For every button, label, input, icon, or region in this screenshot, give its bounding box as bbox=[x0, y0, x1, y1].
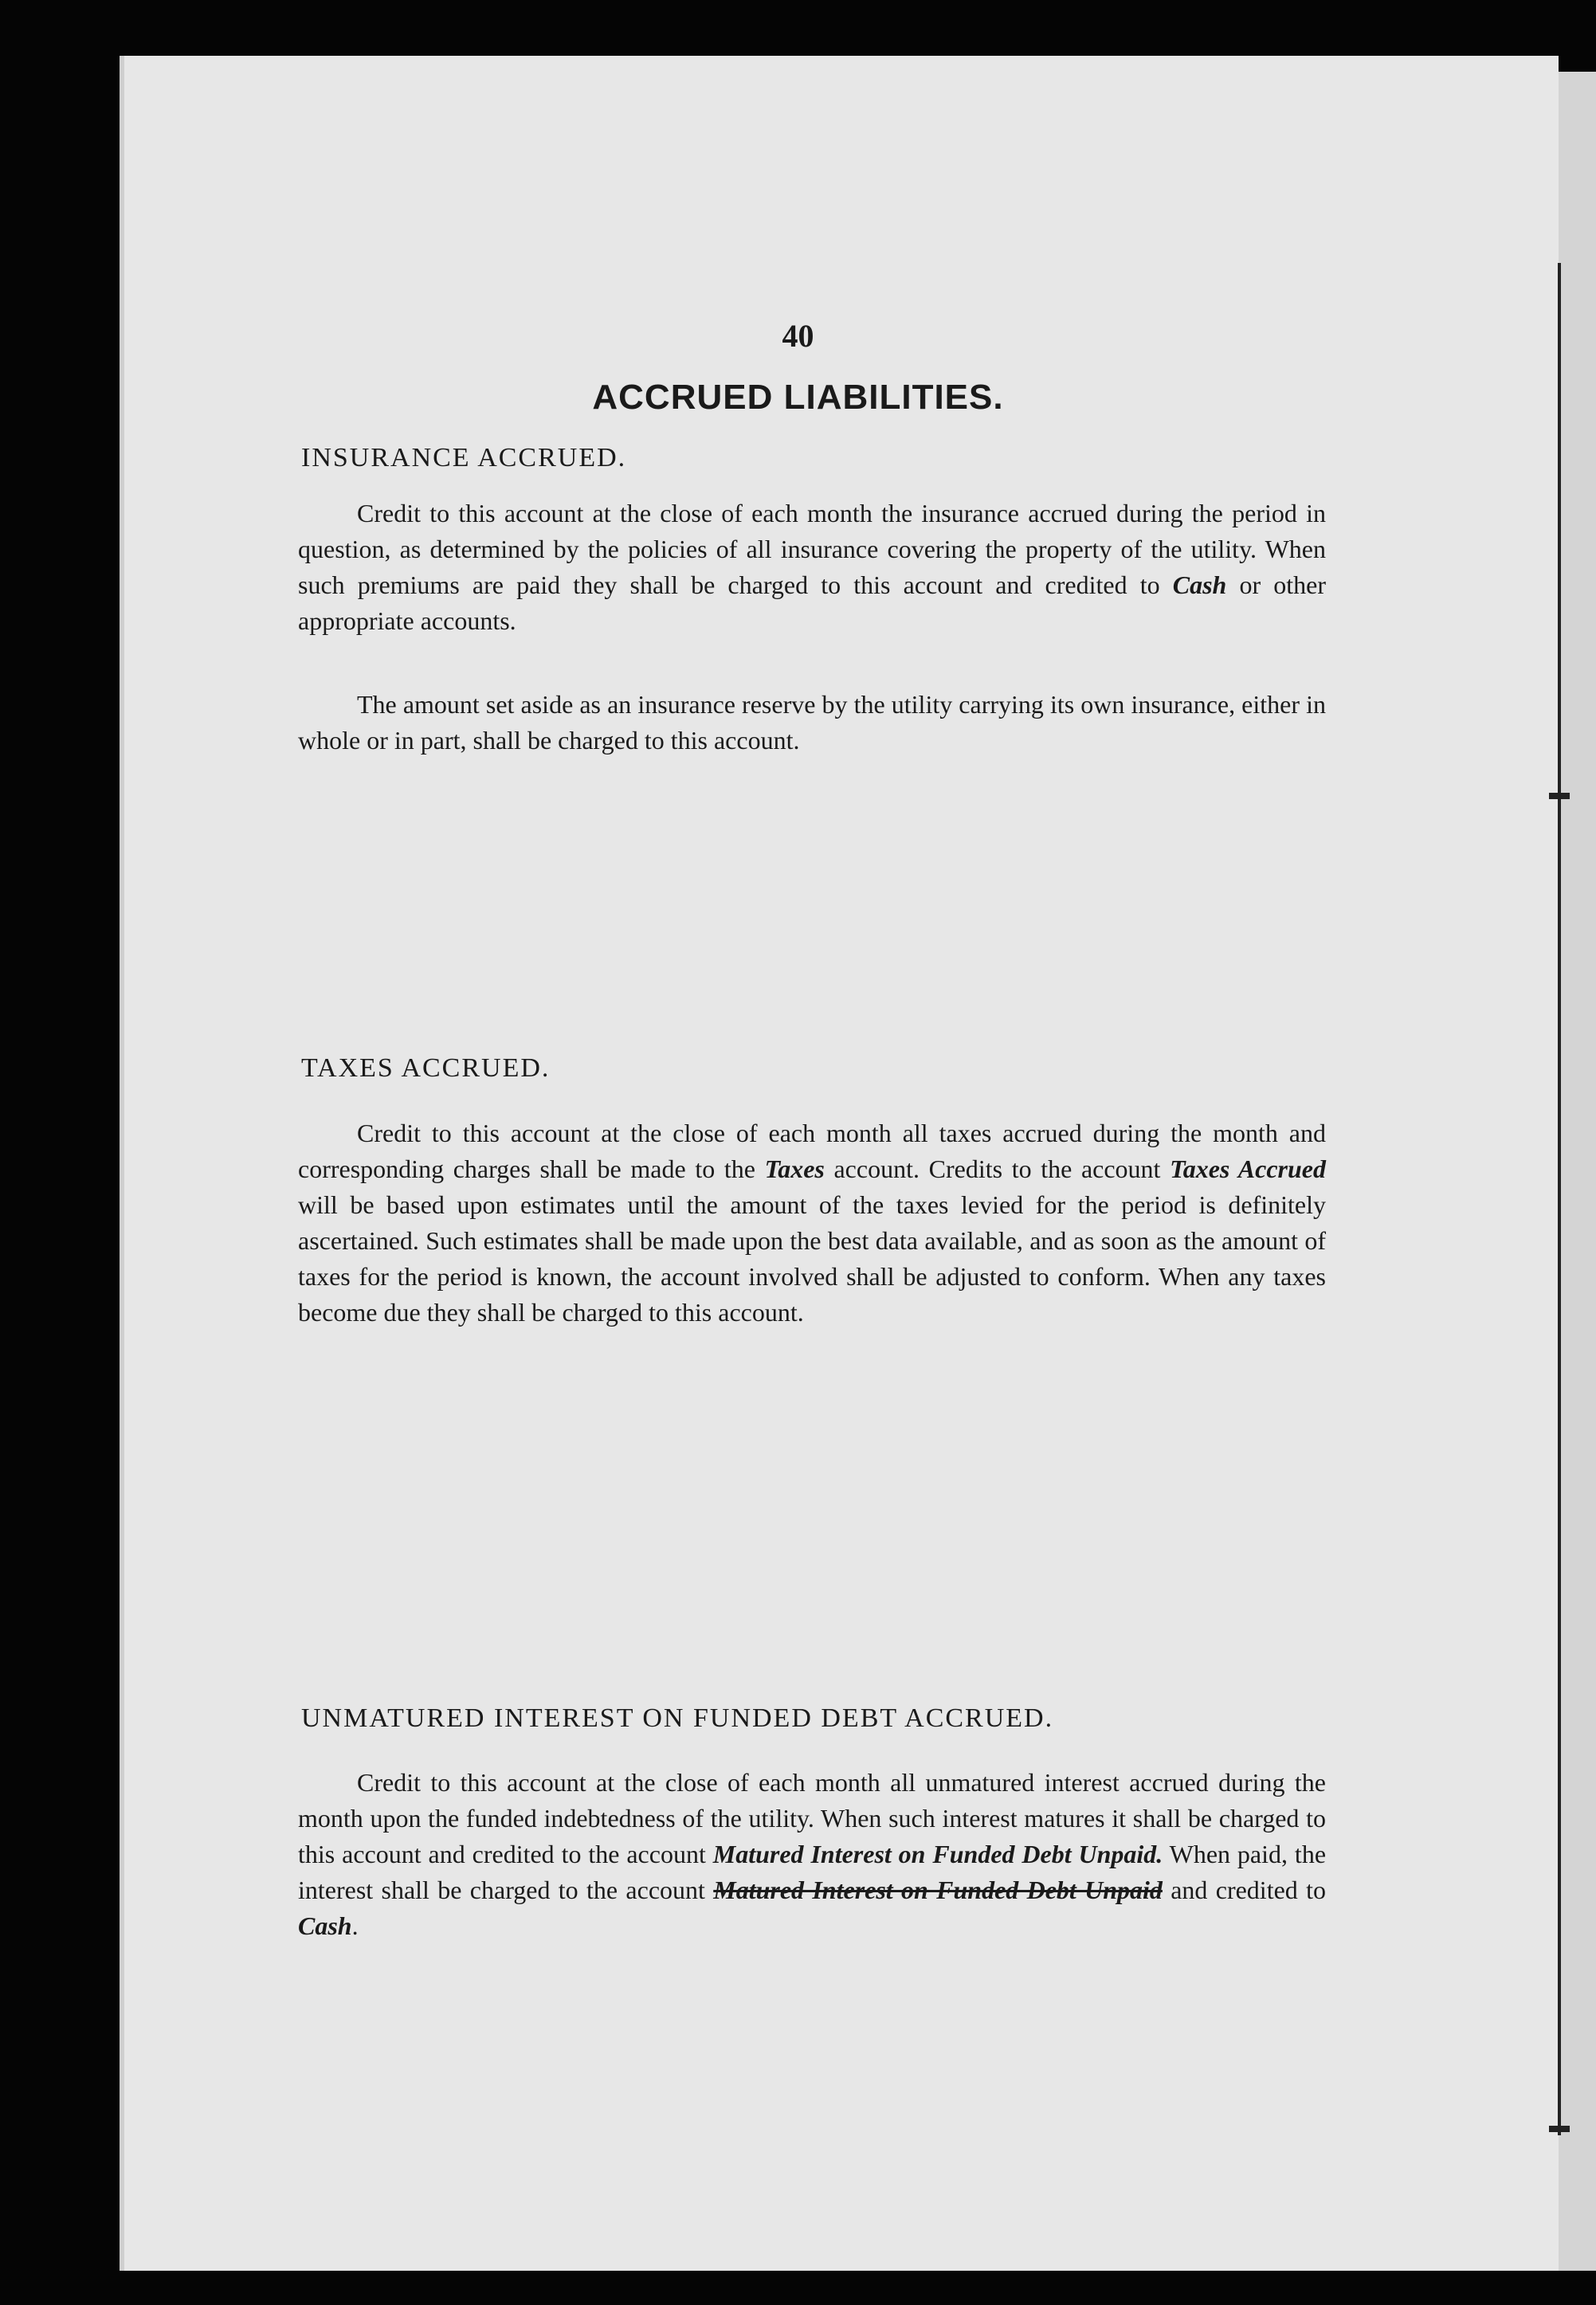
page-title: ACCRUED LIABILITIES. bbox=[592, 378, 1004, 417]
struck-account-reference: Matured Interest on Funded Debt Unpaid bbox=[713, 1876, 1163, 1904]
paragraph-text: will be based upon estimates until the amount of the taxes levied for the period is definitely ascertained. Such estimates shall be made upon the best data available, and as soon as the amount of taxes for the period is known, the account involved shall be adjusted to conform. When any taxes become due they shall be charged to this account. bbox=[298, 1190, 1326, 1327]
paragraph-text: Credit to this account at the close of each month the insurance accrued during the period in question, as determined by the policies of all insurance covering the property of the utility. When such premiums are paid they shall be charged to this account and credited to bbox=[298, 499, 1326, 599]
binding-line bbox=[1558, 263, 1561, 2135]
account-reference-taxes-accrued: Taxes Accrued bbox=[1170, 1154, 1327, 1183]
paragraph-text: Credit to this account at the close of each month all taxes accrued during the month and corresponding charges shall be made to the bbox=[298, 1119, 1326, 1183]
page-number: 40 bbox=[782, 318, 814, 354]
paragraph-taxes-1 bbox=[298, 1115, 1326, 1331]
binding-mark bbox=[1549, 2126, 1570, 2132]
binding-mark bbox=[1549, 793, 1570, 799]
paragraph-text: . bbox=[351, 1911, 359, 1940]
paragraph-unmatured-interest-1 bbox=[298, 1765, 1326, 1944]
account-reference-taxes: Taxes bbox=[764, 1154, 825, 1183]
section-heading-unmatured-interest: UNMATURED INTEREST ON FUNDED DEBT ACCRUED. bbox=[301, 1703, 1054, 1733]
account-reference-matured-interest: Matured Interest on Funded Debt Unpaid. bbox=[712, 1840, 1163, 1868]
paragraph-text: When paid, the interest shall be charged to the account bbox=[298, 1840, 1327, 1904]
paragraph-text: account. Credits to the account bbox=[824, 1154, 1171, 1183]
paragraph-insurance-1 bbox=[298, 496, 1326, 639]
section-heading-insurance-accrued: INSURANCE ACCRUED. bbox=[301, 443, 627, 472]
paragraph-text: Credit to this account at the close of each month all unmatured interest accrued during the month upon the funded indebtedness of the utility. When such interest matures it shall be charged to this account and credited to the account bbox=[298, 1768, 1326, 1868]
paragraph-insurance-2: The amount set aside as an insurance reserve by the utility carrying its own insurance, either in whole or in part, shall be charged to this account. bbox=[298, 690, 1326, 755]
paragraph-text: or other appropriate accounts. bbox=[298, 570, 1327, 635]
section-heading-taxes-accrued: TAXES ACCRUED. bbox=[301, 1053, 551, 1083]
account-reference-cash: Cash bbox=[1172, 570, 1227, 599]
account-reference-cash: Cash bbox=[298, 1911, 352, 1940]
paragraph-text: and credited to bbox=[1162, 1876, 1327, 1904]
